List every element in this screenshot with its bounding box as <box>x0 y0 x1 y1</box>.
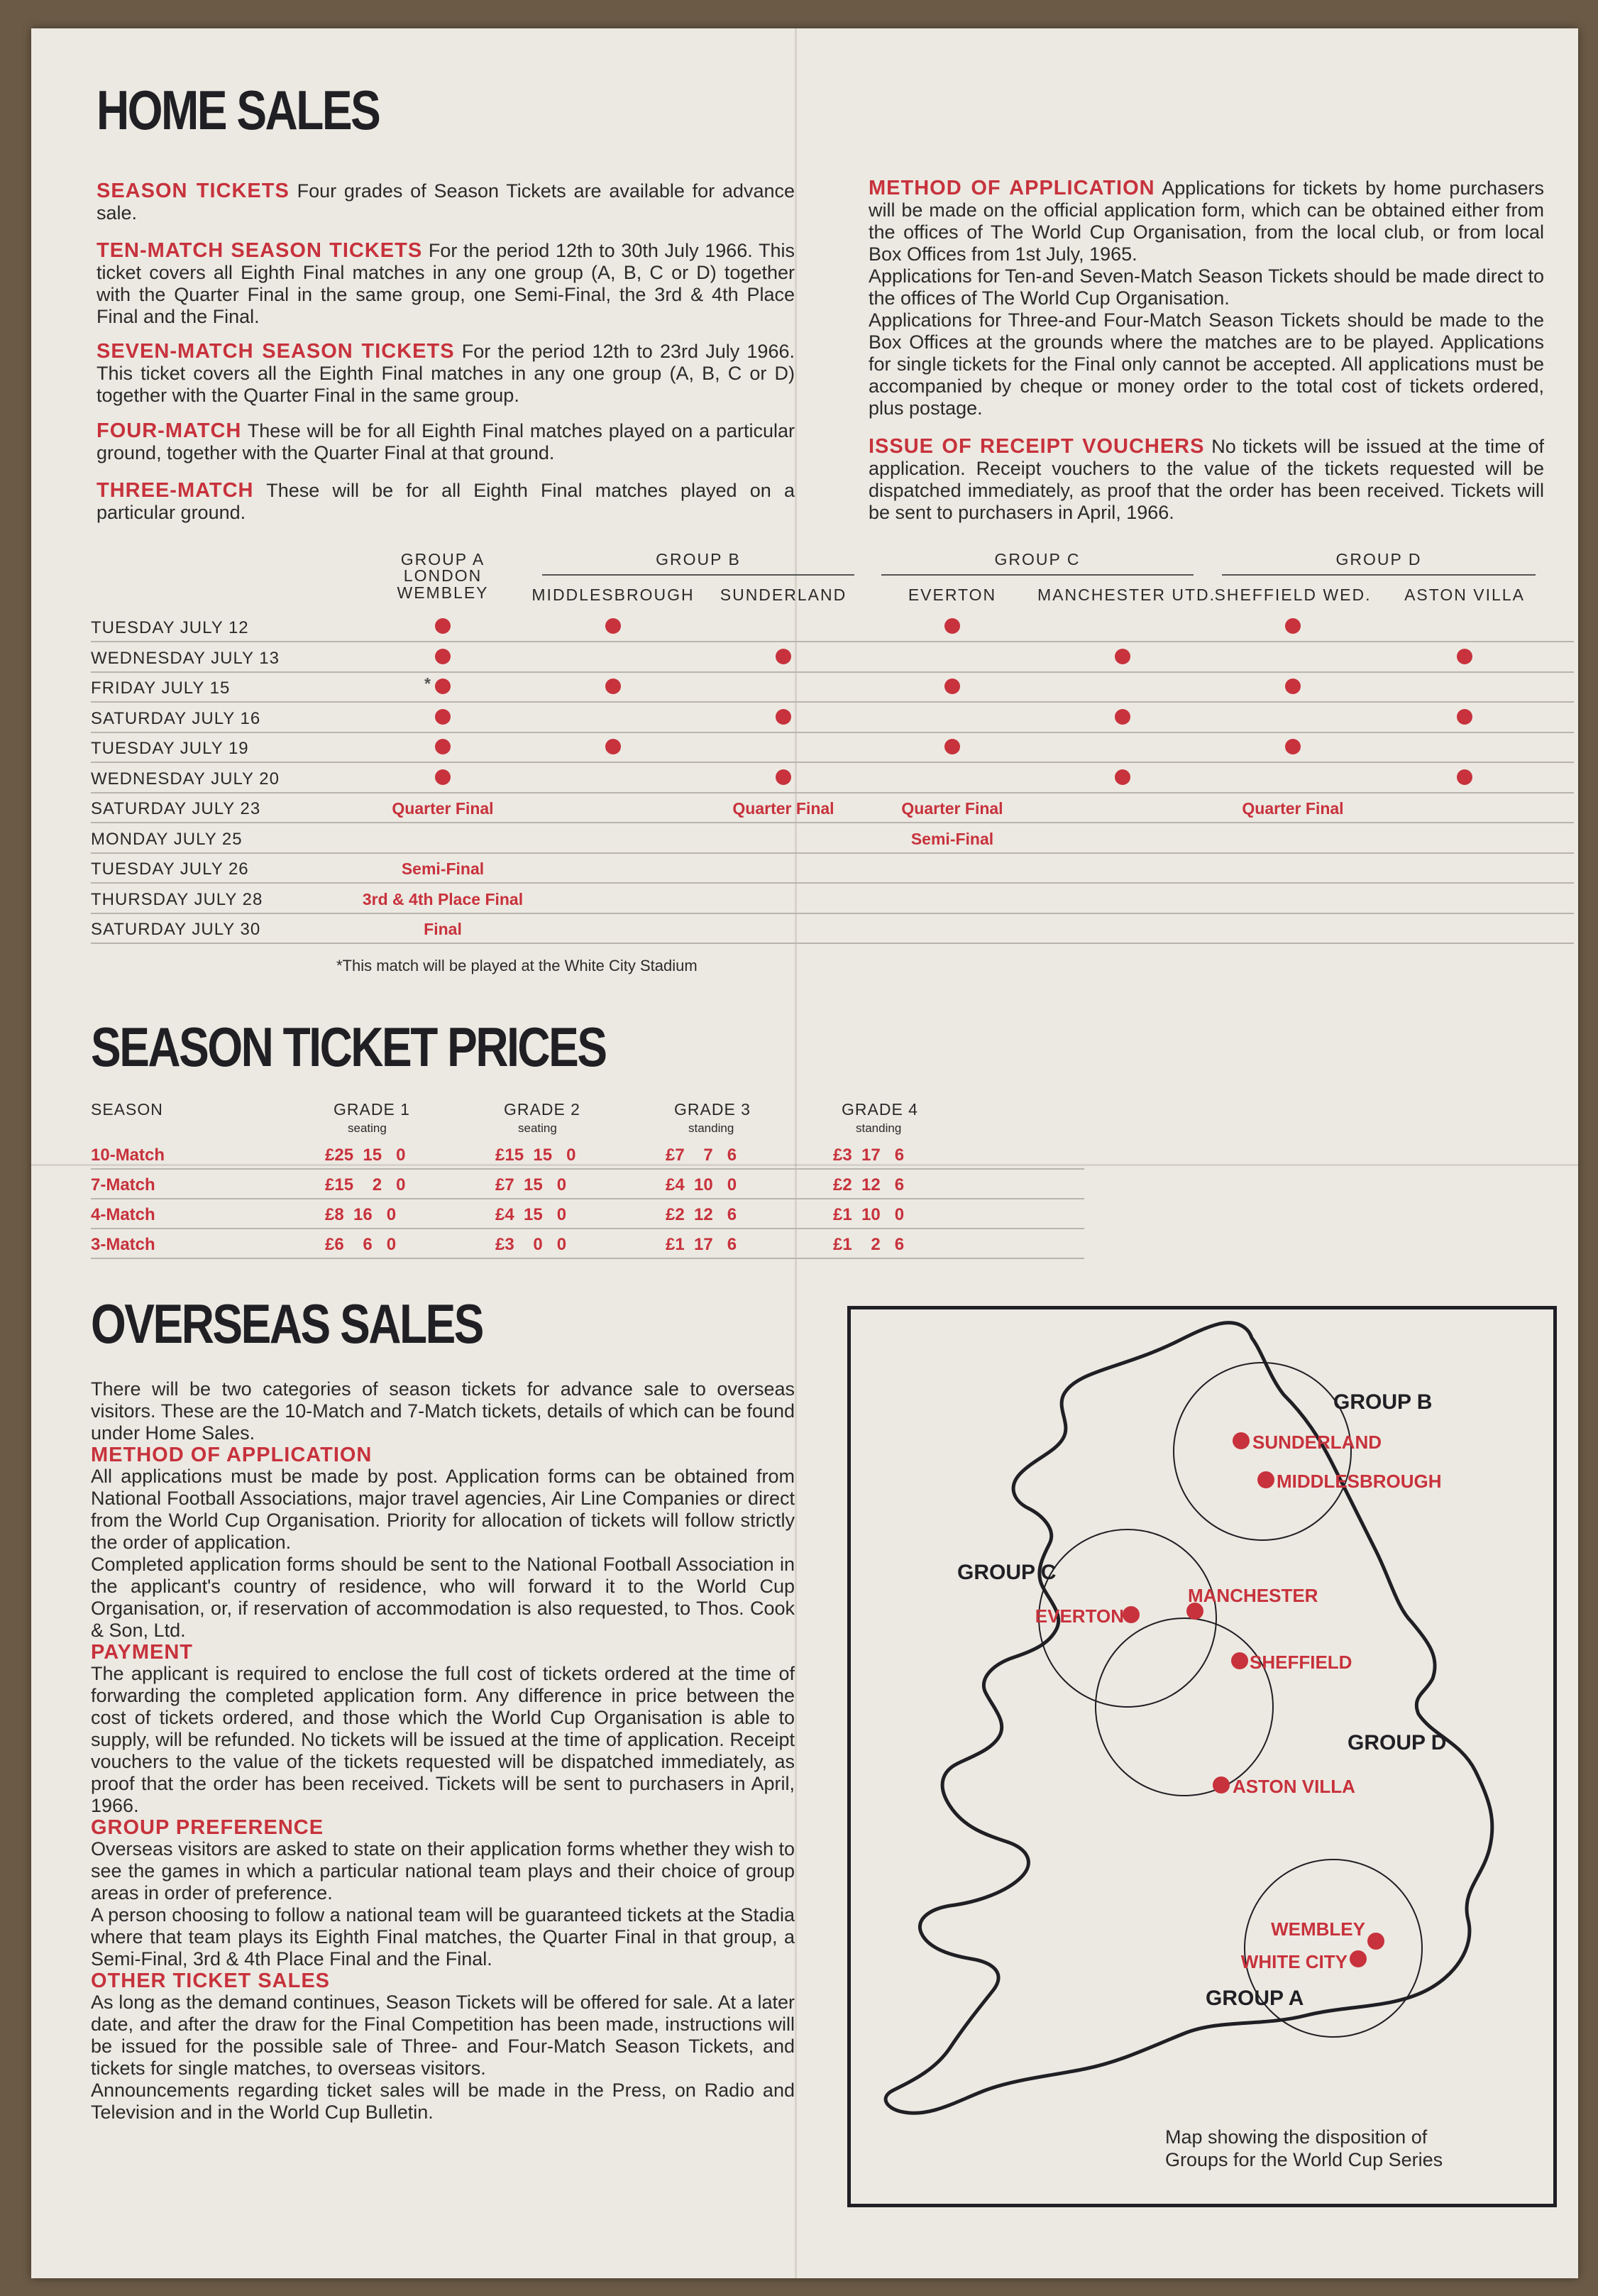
venue-manchester-utd: MANCHESTER UTD. <box>1037 586 1216 604</box>
schedule-row <box>91 671 1574 703</box>
map-caption-line-2: Groups for the World Cup Series <box>1165 2149 1443 2170</box>
ten-match-lead: TEN-MATCH SEASON TICKETS <box>97 239 423 262</box>
price-column-sub: seating <box>348 1121 387 1135</box>
overseas-method-heading: METHOD OF APPLICATION <box>91 1444 373 1466</box>
schedule-event: Final <box>424 920 462 938</box>
group-d-bracket <box>1222 574 1536 576</box>
match-dot <box>1457 649 1472 664</box>
price-cell: £1 2 6 <box>833 1235 905 1254</box>
venue-middlesbrough: MIDDLESBROUGH <box>531 586 695 604</box>
map-caption-line-1: Map showing the disposition of <box>1165 2126 1428 2148</box>
schedule-row <box>91 823 1574 854</box>
map-city-label: EVERTON <box>1035 1605 1124 1627</box>
map-city-label: WEMBLEY <box>1271 1918 1365 1940</box>
price-cell: £2 12 6 <box>666 1205 737 1224</box>
schedule-date: THURSDAY JULY 28 <box>91 889 263 909</box>
ten-match-para <box>97 240 795 328</box>
schedule-event: 3rd & 4th Place Final <box>362 889 524 908</box>
group-map <box>847 1306 1557 2207</box>
match-dot <box>1457 769 1472 785</box>
schedule-row <box>91 913 1574 944</box>
group-b-header: GROUP B <box>656 550 741 568</box>
england-map-svg <box>851 1309 1553 2204</box>
match-dot <box>435 709 451 725</box>
match-dot <box>1285 739 1301 754</box>
price-cell: £1 17 6 <box>666 1235 737 1254</box>
home-sales-heading: HOME SALES <box>97 79 380 141</box>
price-cell: £3 17 6 <box>833 1146 905 1165</box>
overseas-body <box>91 1378 795 2124</box>
map-group-label: GROUP A <box>1206 1987 1304 2010</box>
group-b-bracket <box>542 574 854 576</box>
group-a-venue: LONDON WEMBLEY <box>397 566 489 602</box>
schedule-date: FRIDAY JULY 15 <box>91 679 231 698</box>
seven-match-lead: SEVEN-MATCH SEASON TICKETS <box>97 340 455 363</box>
group-c-bracket <box>881 574 1194 576</box>
map-city-dot <box>1257 1471 1274 1488</box>
match-dot <box>435 618 451 634</box>
match-dot <box>435 679 451 694</box>
three-match-para <box>97 480 795 524</box>
schedule-date: MONDAY JULY 25 <box>91 829 243 849</box>
price-cell: £15 2 0 <box>325 1175 406 1194</box>
match-dot <box>1285 618 1301 634</box>
schedule-date: SATURDAY JULY 16 <box>91 708 261 728</box>
schedule-row <box>91 762 1574 793</box>
price-row <box>91 1228 1084 1259</box>
price-column-sub: standing <box>688 1121 734 1135</box>
other-ticket-sales-text-1: As long as the demand continues, Season Tickets will be offered for sale. At a later date, and after the draw for the Final Competition has been made, instructions will be issued for the possible sale of Three- and Four-Match Season Tickets, and tickets for single matches, to overseas visitors. <box>91 1992 795 2079</box>
price-cell: £7 15 0 <box>495 1175 567 1194</box>
schedule-date: SATURDAY JULY 23 <box>91 799 261 818</box>
payment-text: The applicant is required to enclose the full cost of tickets ordered at the time of forwarding the completed application form. Any difference in price between the cost of tickets ordered, and those which the World Cup Organisation is able to supply, will be refunded. No tickets will be issued at the time of application. Receipt vouchers to the value of the tickets requested will be dispatched immediately, as proof that the order has been received. Tickets will be sent to purchasers in April, 1966. <box>91 1663 795 1816</box>
match-dot <box>605 739 621 754</box>
map-city-dot <box>1213 1776 1230 1794</box>
schedule-row <box>91 732 1574 763</box>
price-cell: £7 7 6 <box>666 1146 737 1165</box>
map-group-label: GROUP D <box>1348 1731 1447 1754</box>
map-city-dot <box>1350 1950 1367 1967</box>
price-cell: £6 6 0 <box>325 1235 397 1254</box>
price-row <box>91 1198 1084 1229</box>
overseas-method-text-2: Completed application forms should be sent to the National Football Association in the applicant's country of residence, who will forward it to the World Cup Organisation, or, if reservation of accommodation is also requested, to Thos. Cook & Son, Ltd. <box>91 1554 795 1641</box>
schedule-row <box>91 792 1574 823</box>
schedule-event: Semi-Final <box>910 829 994 848</box>
map-city-label: MANCHESTER <box>1188 1585 1318 1606</box>
four-match-para <box>97 420 795 464</box>
match-dot <box>776 769 791 785</box>
match-dot <box>944 679 960 694</box>
map-city-label: SUNDERLAND <box>1252 1432 1382 1453</box>
price-column-sub: standing <box>856 1121 902 1135</box>
schedule-date: TUESDAY JULY 26 <box>91 859 249 879</box>
price-cell: £2 12 6 <box>833 1175 905 1194</box>
venue-everton: EVERTON <box>908 586 997 604</box>
overseas-sales-heading: OVERSEAS SALES <box>91 1292 483 1355</box>
other-ticket-sales-heading: OTHER TICKET SALES <box>91 1970 331 1992</box>
map-city-label: WHITE CITY <box>1240 1951 1348 1972</box>
three-match-text: These will be for all Eighth Final matches played on a particular ground. <box>97 480 795 523</box>
schedule-event: Quarter Final <box>392 799 494 818</box>
match-dot <box>435 649 451 664</box>
venue-aston-villa: ASTON VILLA <box>1404 586 1525 604</box>
price-column-header: GRADE 1 <box>334 1100 410 1119</box>
seven-match-para <box>97 341 795 407</box>
price-column-header: GRADE 2 <box>504 1100 580 1119</box>
receipt-text: No tickets will be issued at the time of application. Receipt vouchers to the value of the tickets requested will be dispatched immediately, as proof that the order has been received. Tickets will be sent to purchasers in April, 1966. <box>869 436 1545 523</box>
match-dot <box>944 739 960 754</box>
schedule-date: TUESDAY JULY 19 <box>91 739 249 758</box>
match-dot <box>435 739 451 754</box>
method-text-2: Applications for Ten-and Seven-Match Season Tickets should be made direct to the offices of The World Cup Organisation. <box>869 265 1544 309</box>
price-cell: £8 16 0 <box>325 1205 397 1224</box>
white-city-asterisk: * <box>424 674 431 693</box>
schedule-event: Quarter Final <box>901 799 1003 818</box>
group-preference-text-2: A person choosing to follow a national team will be guaranteed tickets at the Stadia where that team plays its Eighth Final matches, the Quarter Final in that group, a Semi-Final, 3rd & 4th Place Final and the Final. <box>91 1904 795 1970</box>
map-city-dot <box>1123 1606 1140 1623</box>
payment-heading: PAYMENT <box>91 1641 193 1664</box>
schedule-date: SATURDAY JULY 30 <box>91 920 261 939</box>
price-cell: £1 10 0 <box>833 1205 905 1224</box>
schedule-row <box>91 642 1574 673</box>
coastline-outline <box>886 1323 1492 2114</box>
price-column-sub: seating <box>518 1121 557 1135</box>
group-preference-heading: GROUP PREFERENCE <box>91 1816 324 1839</box>
price-season-label: 3-Match <box>91 1235 155 1254</box>
price-cell: £4 10 0 <box>666 1175 737 1194</box>
schedule-event: Quarter Final <box>1242 799 1344 818</box>
venue-sunderland: SUNDERLAND <box>720 586 847 604</box>
map-city-label: MIDDLESBROUGH <box>1277 1471 1442 1492</box>
season-tickets-text: Four grades of Season Tickets are available for advance sale. <box>97 180 795 224</box>
method-text-1: Applications for tickets by home purchasers will be made on the official application form, which can be obtained either from the offices of The World Cup Organisation, from the local club, or from local Box Offices from 1st July, 1965. <box>869 177 1544 265</box>
map-city-label: SHEFFIELD <box>1250 1652 1352 1673</box>
schedule-event: Quarter Final <box>732 799 834 818</box>
price-cell: £15 15 0 <box>495 1146 576 1165</box>
group-a-header: GROUP A <box>400 550 485 568</box>
overseas-intro: There will be two categories of season tickets for advance sale to overseas visitors. These are the 10-Match and 7-Match tickets, details of which can be found under Home Sales. <box>91 1378 795 1444</box>
match-dot <box>1115 769 1130 785</box>
map-city-dot <box>1233 1432 1250 1449</box>
season-tickets-para <box>97 180 795 224</box>
receipt-vouchers-para <box>869 436 1544 524</box>
match-dot <box>1457 709 1472 725</box>
group-d-header: GROUP D <box>1335 550 1422 568</box>
map-city-label: ASTON VILLA <box>1233 1776 1355 1797</box>
match-dot <box>776 649 791 664</box>
receipt-lead: ISSUE OF RECEIPT VOUCHERS <box>869 435 1205 458</box>
price-column-header: GRADE 4 <box>842 1100 918 1119</box>
price-cell: £25 15 0 <box>325 1146 406 1165</box>
price-row <box>91 1168 1084 1199</box>
four-match-lead: FOUR-MATCH <box>97 419 242 442</box>
price-season-label: 7-Match <box>91 1175 155 1194</box>
method-text-3: Applications for Three-and Four-Match Season Tickets should be made to the Box Offices at the grounds where the matches are to be played. Applications for single tickets for the Final only cannot be accepted. All applications must be accompanied by cheque or money order to the total cost of tickets ordered, plus postage. <box>869 309 1544 419</box>
price-cell: £4 15 0 <box>495 1205 567 1224</box>
four-match-text: These will be for all Eighth Final matches played on a particular ground, together with the Quarter Final at that ground. <box>97 420 795 463</box>
map-group-label: GROUP B <box>1333 1390 1433 1414</box>
match-dot <box>605 618 621 634</box>
other-ticket-sales-text-2: Announcements regarding ticket sales will be made in the Press, on Radio and Television and in the World Cup Bulletin. <box>91 2080 795 2123</box>
match-dot <box>1115 649 1130 664</box>
price-column-header: GRADE 3 <box>674 1100 751 1119</box>
schedule-date: TUESDAY JULY 12 <box>91 618 249 637</box>
schedule-row <box>91 702 1574 733</box>
map-city-dot <box>1231 1652 1248 1669</box>
poster-sheet <box>31 28 1578 2278</box>
map-city-dot <box>1367 1933 1384 1950</box>
season-tickets-lead: SEASON TICKETS <box>97 180 290 202</box>
ten-match-text: For the period 12th to 30th July 1966. This ticket covers all Eighth Final matches in any one group (A, B, C or D) together with the Quarter Final in the same group, one Semi-Final, the 3rd & 4th Place Final and the Final. <box>97 240 795 327</box>
match-dot <box>1115 709 1130 725</box>
map-caption <box>1165 2126 1443 2171</box>
match-dot <box>1285 679 1301 694</box>
schedule-row <box>91 611 1574 642</box>
match-dot <box>944 618 960 634</box>
three-match-lead: THREE-MATCH <box>97 479 254 502</box>
price-season-label: 10-Match <box>91 1146 165 1165</box>
schedule-date: WEDNESDAY JULY 20 <box>91 769 280 789</box>
season-ticket-prices-heading: SEASON TICKET PRICES <box>91 1016 606 1078</box>
method-lead: METHOD OF APPLICATION <box>869 177 1155 199</box>
group-c-header: GROUP C <box>994 550 1081 568</box>
map-group-label: GROUP C <box>957 1561 1057 1584</box>
schedule-row <box>91 883 1574 914</box>
match-dot <box>605 679 621 694</box>
seven-match-text: For the period 12th to 23rd July 1966. This ticket covers all the Eighth Final matches in any one group (A, B, C or D) together with the Quarter Final in the same group. <box>97 341 795 406</box>
price-column-header: SEASON <box>91 1100 163 1119</box>
schedule-row <box>91 852 1574 884</box>
group-preference-text-1: Overseas visitors are asked to state on their application forms whether they wish to see the games in which a particular national team plays and their choice of group areas in order of preference. <box>91 1838 795 1904</box>
overseas-method-text-1: All applications must be made by post. Application forms can be obtained from National Football Associations, major travel agencies, Air Line Companies or direct from the World Cup Organisation. Priority for allocation of tickets will follow strictly the order of application. <box>91 1466 795 1553</box>
white-city-footnote: *This match will be played at the White City Stadium <box>336 957 698 974</box>
venue-sheffield-wed: SHEFFIELD WED. <box>1214 586 1372 604</box>
schedule-date: WEDNESDAY JULY 13 <box>91 648 280 668</box>
schedule-event: Semi-Final <box>401 859 485 878</box>
method-of-application-para <box>869 177 1544 419</box>
price-cell: £3 0 0 <box>495 1235 567 1254</box>
match-dot <box>435 769 451 785</box>
price-row <box>91 1138 1084 1170</box>
match-dot <box>776 709 791 725</box>
price-season-label: 4-Match <box>91 1205 155 1224</box>
